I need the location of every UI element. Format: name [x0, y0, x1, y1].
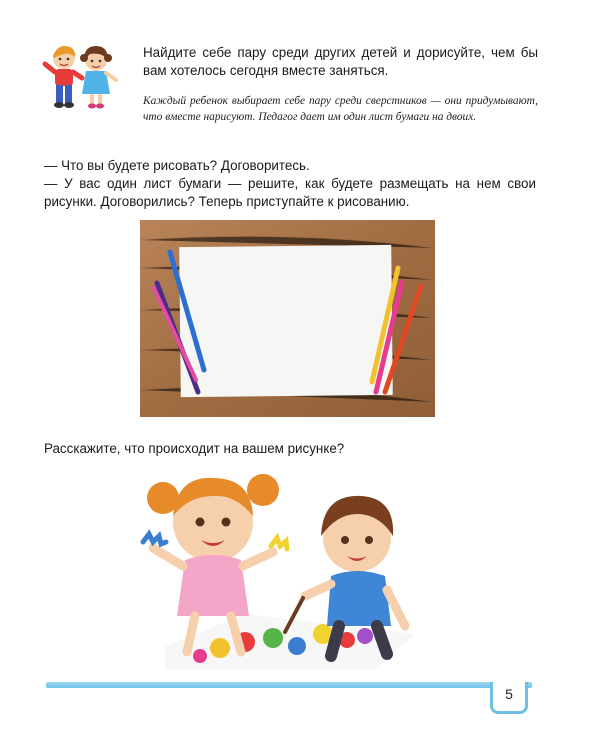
dialogue-block — [44, 157, 536, 211]
paper-and-pencils-photo — [140, 220, 435, 417]
dialogue-line: — У вас один лист бумаги — решите, как будете размещать на нем свои рисунки. Договорились? Теперь приступайте к рисованию. — [44, 176, 536, 209]
question-text: Расскажите, что происходит на вашем рисунке? — [44, 441, 345, 456]
page-number: 5 — [505, 686, 513, 702]
two-kids-icon — [40, 40, 120, 115]
footer-divider — [46, 682, 532, 688]
task-instruction: Найдите себе пару среди других детей и дорисуйте, чем бы вам хотелось сегодня вместе заняться. — [143, 45, 538, 78]
page-number-box — [490, 682, 528, 714]
dialogue-line: — Что вы будете рисовать? Договоритесь. — [44, 158, 310, 173]
kids-painting-illustration — [125, 456, 430, 676]
teacher-note: Каждый ребенок выбирает себе пару среди сверстников — они придумывают, что вместе нарисуют. Педагог дает им один лист бумаги на двоих. — [143, 95, 538, 123]
